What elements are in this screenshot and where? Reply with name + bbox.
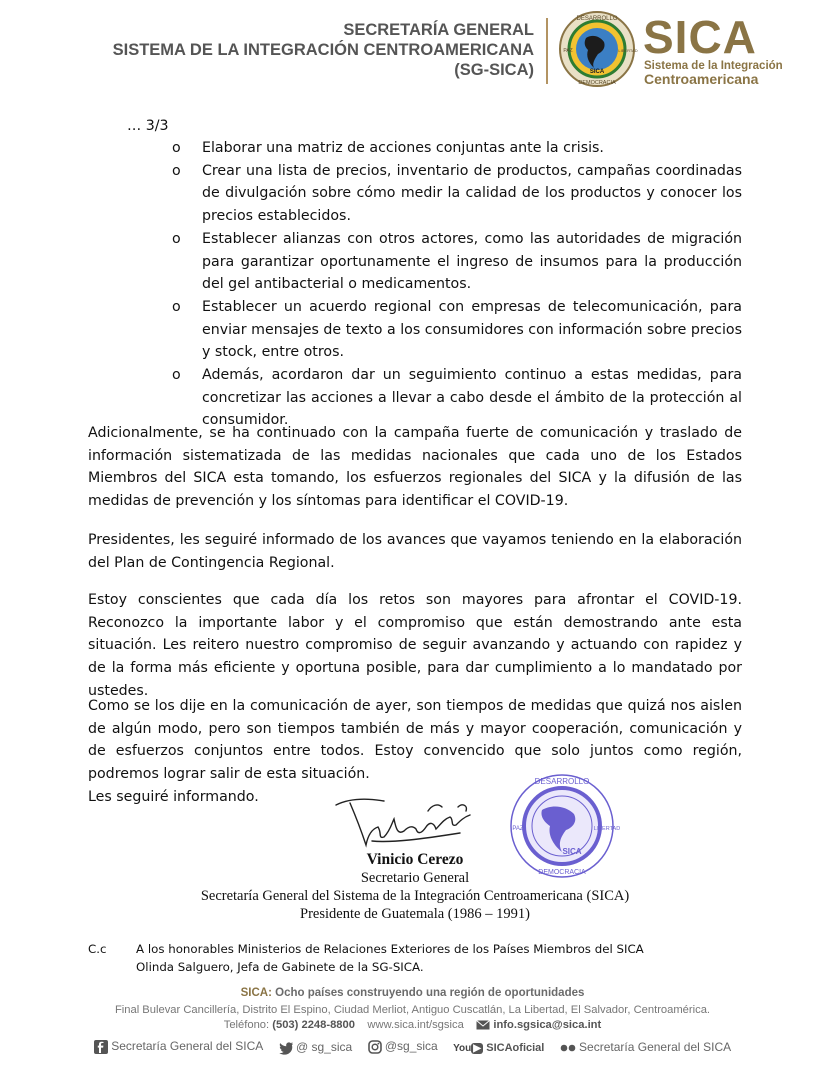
list-item-text: Además, acordaron dar un seguimiento continuo a estas medidas, para concretizar las acciones a llevar a cabo desde el ámbito de la protección al consumidor.: [202, 367, 742, 429]
stamp-right-text: LIBERTAD: [593, 826, 621, 832]
paragraph-communication: Adicionalmente, se ha continuado con la campaña fuerte de comunicación y traslado de información sistematizada de las medidas nacionales que cada uno de los Estados Miembros del SICA esta tomando, los esfuerzos regionales del SICA y la difusión de las medidas de prevención y los síntomas para identificar el COVID-19.: [88, 425, 742, 510]
sica-brand-word: SICA: [643, 11, 757, 63]
sica-subtitle-line-1: Sistema de la Integración: [644, 60, 783, 72]
youtube-icon: You ▶: [453, 1042, 481, 1054]
facebook-icon: [94, 1040, 108, 1054]
list-item: [172, 137, 742, 160]
footer-phone: (503) 2248-8800: [272, 1019, 355, 1031]
footer-tagline-text: Ocho países construyendo una región de oportunidades: [275, 987, 585, 999]
flickr-icon: [560, 1044, 576, 1052]
footer-social: [0, 1039, 825, 1054]
list-item: [172, 228, 742, 296]
footer-phone-label: Teléfono:: [223, 1019, 270, 1031]
social-label: Secretaría General del SICA: [579, 1039, 732, 1054]
seal-left-text: PAZ: [563, 48, 573, 54]
footer-contact: [0, 1019, 825, 1031]
mail-icon: [476, 1020, 490, 1030]
social-twitter[interactable]: [279, 1040, 353, 1054]
social-flickr[interactable]: [560, 1040, 731, 1054]
social-facebook[interactable]: [94, 1039, 263, 1054]
list-item-text: Establecer alianzas con otros actores, como las autoridades de migración para garantizar oportunamente el ingreso de insumos para la producción del gel antibacterial o medicamentos.: [202, 230, 742, 293]
header-title-block: [100, 20, 534, 80]
list-item-text: Crear una lista de precios, inventario de productos, campañas coordinadas de divulgación sobre cómo medir la calidad de los productos y conocer los precios establecidos.: [202, 162, 742, 225]
paragraph-challenges: Estoy conscientes que cada día los retos son mayores para afrontar el COVID-19. Reconozco la importante labor y el compromiso que están demostrando ante esta situación. Les reitero nuestro compromiso de seguir avanzando y actuando con rapidez y de la forma más eficiente y oportuna posible, para dar cumplimiento a lo mandatado por ustedes.: [88, 592, 742, 699]
list-bullet: o: [172, 367, 181, 384]
header-line-1: SECRETARÍA GENERAL: [343, 21, 534, 39]
paragraph-cooperation: Como se los dije en la comunicación de ayer, son tiempos de medidas que quizá nos aislen de algún modo, pero son tiempos también de más y mayor cooperación, comunicación y de esfuerzos conjuntos entre todos. Estoy convencido que solo juntos como región, podremos lograr salir de esta situación.: [88, 698, 742, 783]
list-item-text: Establecer un acuerdo regional con empresas de telecomunicación, para enviar mensajes de texto a los consumidores con información sobre precios y stock, entre otros.: [202, 298, 742, 361]
footer-tag-accent: SICA:: [240, 987, 272, 999]
footer-email[interactable]: info.sgsica@sica.int: [493, 1019, 602, 1031]
cc-line-2: Olinda Salguero, Jefa de Gabinete de la SG-SICA.: [136, 960, 424, 974]
seal-right-text: LIBERTAD: [618, 48, 638, 53]
footer-tagline: [0, 987, 825, 999]
stamp-top-text: DESARROLLO: [534, 777, 590, 786]
list-bullet: o: [172, 162, 181, 179]
list-item: [172, 296, 742, 364]
seal-top-text: DESARROLLO: [576, 16, 618, 22]
stamp-bottom-text: DEMOCRACIA: [538, 869, 586, 876]
list-bullet: o: [172, 230, 181, 247]
social-label: @sg_sica: [384, 1039, 438, 1054]
page-marker: … 3/3: [127, 118, 169, 134]
closing-line: Les seguiré informando.: [88, 789, 259, 805]
seal-bottom-text: DEMOCRACIA: [578, 80, 616, 86]
signer-former-role: Presidente de Guatemala (1986 – 1991): [300, 906, 530, 922]
social-instagram[interactable]: [368, 1039, 438, 1054]
list-item: [172, 160, 742, 228]
header-line-2: SISTEMA DE LA INTEGRACIÓN CENTROAMERICANA: [112, 41, 534, 59]
footer-address: Final Bulevar Cancillería, Distrito El Espino, Ciudad Merliot, Antiguo Cuscatlán, La Libertad, El Salvador, Centroamérica.: [114, 1004, 711, 1016]
paragraph-contingency: Presidentes, les seguiré informado de los avances que vayamos teniendo en la elaboración del Plan de Contingencia Regional.: [88, 532, 742, 571]
signer-title: Secretario General: [360, 870, 470, 886]
list-bullet: o: [172, 298, 181, 315]
stamp-center-text: SICA: [562, 847, 582, 856]
social-label: @ sg_sica: [295, 1039, 353, 1054]
youtube-badge-text: You: [453, 1042, 472, 1054]
signer-organization: Secretaría General del Sistema de la Integración Centroamericana (SICA): [200, 888, 630, 904]
action-list: [172, 137, 742, 432]
header-line-3: (SG-SICA): [454, 61, 534, 79]
signature-block: [88, 851, 742, 923]
signer-name: Vinicio Cerezo: [366, 851, 464, 868]
cc-line-1: A los honorables Ministerios de Relaciones Exteriores de los Países Miembros del SICA: [136, 942, 644, 956]
social-label: Secretaría General del SICA: [111, 1039, 264, 1054]
cc-label: C.c: [88, 942, 107, 956]
list-bullet: o: [172, 140, 181, 156]
list-item-text: Elaborar una matriz de acciones conjuntas ante la crisis.: [202, 140, 604, 156]
twitter-icon: [279, 1042, 293, 1054]
seal-center-text: SICA: [589, 69, 605, 75]
sica-brand-subtitle: [644, 60, 783, 87]
header-divider: [546, 18, 548, 84]
stamp-left-text: PAZ: [512, 826, 524, 832]
handwritten-signature: [332, 795, 482, 853]
social-label: SICAoficial: [486, 1041, 545, 1054]
social-youtube[interactable]: [453, 1040, 544, 1054]
footer-website[interactable]: www.sica.int/sgsica: [367, 1019, 464, 1031]
sica-seal-logo: [558, 10, 636, 88]
instagram-icon: [368, 1040, 382, 1054]
sica-subtitle-line-2: Centroamericana: [644, 71, 759, 87]
